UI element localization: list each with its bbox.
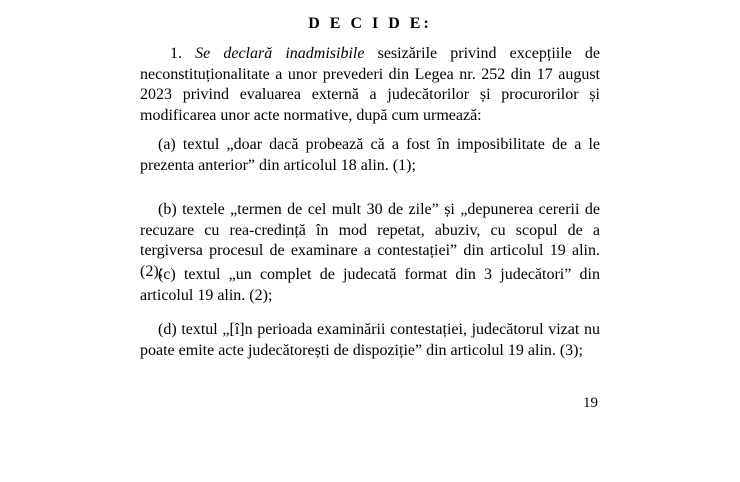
paragraph-1-italic: Se declară inadmisibile: [195, 45, 365, 62]
item-d: (d) textul „[î]n perioada examinării contestației, judecătorul vizat nu poate emite acte judecătorești de dispoziție” din articolul 19 alin. (3);: [140, 321, 600, 359]
paragraph-1-text: sesizările privind excepțiile de neconstituționalitate a unor prevederi din Legea nr. 252 din 17 august 2023 privind evaluarea externă a judecătorilor și procurorilor și modificarea unor acte normative, după cum urmează:: [140, 45, 600, 124]
decision-heading: D E C I D E:: [308, 15, 432, 32]
page-number: 19: [583, 395, 598, 411]
item-b: (b) textele „termen de cel mult 30 de zile” și „depunerea cererii de recuzare cu rea-credință în mod repetat, abuziv, cu scopul de a tergiversa procesul de examinare a contestației” din articolul 19 alin. (2);: [140, 201, 600, 280]
paragraph-1-number: 1.: [170, 45, 182, 62]
item-a: (a) textul „doar dacă probează că a fost în imposibilitate de a le prezenta anterior” din articolul 18 alin. (1);: [140, 136, 600, 174]
paragraph-1: [140, 44, 600, 126]
item-c: (c) textul „un complet de judecată format din 3 judecători” din articolul 19 alin. (2);: [140, 266, 600, 304]
